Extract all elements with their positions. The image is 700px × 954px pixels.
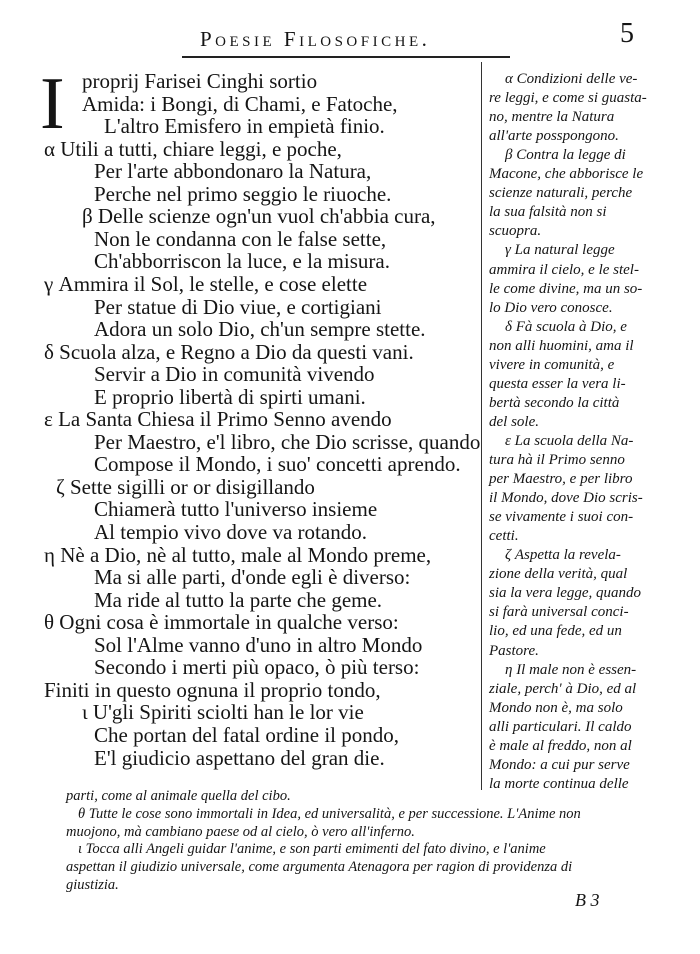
verse-line: Secondo i merti più opaco, ò più terso: [94,655,420,680]
header-rule [182,56,510,58]
margin-note-line: non alli huomini, ama il [489,337,634,354]
margin-note-line: cetti. [489,528,519,545]
margin-note-line: bertà secondo la città [489,394,620,411]
margin-note-line: si farà universal conci- [489,604,629,621]
verse-line: Per l'arte abbondonaro la Natura, [94,159,372,184]
verse-line: Finiti in questo ognuna il proprio tondo, [44,677,381,702]
verse-line: γ Ammira il Sol, le stelle, e cose elette [44,271,368,296]
margin-note-line: α Condizioni delle ve- [505,71,638,87]
verse-line: E'l giudicio aspettano del gran die. [94,745,385,770]
verse-line: β Delle scienze ogn'un vuol ch'abbia cura, [82,204,436,229]
footnote-line: muojono, mà cambiano paese od al cielo, ò vero all'inferno. [66,823,415,840]
margin-note-line: γ La natural legge [505,242,615,259]
verse-line: Che portan del fatal ordine il pondo, [94,722,400,747]
footnote-line: giustizia. [66,877,119,893]
verse-line: ε La Santa Chiesa il Primo Senno avendo [44,407,392,432]
margin-note-line: all'arte posspongono. [489,128,619,145]
running-head-title: Poesie Filosofiche. [200,27,431,51]
margin-note-line: se vivamente i suoi con- [489,509,634,526]
verse-line: ι U'gli Spiriti sciolti han le lor vie [82,700,364,725]
verse-line: Chiamerà tutto l'universo insieme [94,497,378,522]
margin-note-line: no, mentre la Natura [489,109,615,126]
verse-line: Perche nel primo seggio le riuoche. [94,181,392,206]
verse-line: ζ Sette sigilli or or disigillando [56,474,315,499]
footnote-line: ι Tocca alli Angeli guidar l'anime, e son parti emimenti del fato divino, e l'anime [78,841,546,858]
verse-line: Ma si alle parti, d'onde egli è diverso: [94,565,411,590]
signature-mark: B 3 [575,890,600,910]
verse-line: Compose il Mondo, i suo' concetti aprendo. [94,452,461,477]
margin-note-line: η Il male non è essen- [505,661,637,678]
verse-line: Ch'abborriscon la luce, e la misura. [94,249,390,274]
verse-line: Al tempio vivo dove va rotando. [94,520,367,544]
margin-note-line: ζ Aspetta la revela- [505,547,621,564]
verse-line: Non le condanna con le false sette, [94,226,387,251]
footnote-line: θ Tutte le cose sono immortali in Idea, ed universalità, e per successione. L'Anime non [78,805,581,822]
footnote-line: aspettan il giudizio universale, come argumenta Atenagora per ragion di providenza di [66,859,573,876]
margin-note-line: ammira il cielo, e le stel- [489,261,639,278]
verse-line: Adora un solo Dio, ch'un sempre stette. [94,317,426,342]
margin-note-line: del sole. [489,413,539,430]
margin-note-line: scienze naturali, perche [489,185,633,202]
verse-line: proprij Farisei Cinghi sortio [82,69,318,93]
margin-note-line: la morte continua delle [489,775,629,792]
margin-note-line: β Contra la legge di [505,147,626,164]
verse-line: L'altro Emisfero in empietà finio. [104,114,385,139]
margin-note-line: Macone, che abborisce le [489,166,644,183]
verse-line: Ma ride al tutto la parte che geme. [94,587,383,612]
drop-capital: I [40,63,65,145]
margin-note-line: il Mondo, dove Dio scris- [489,490,643,507]
margin-note-line: scuopra. [489,223,542,240]
verse-line: α Utili a tutti, chiare leggi, e poche, [44,136,342,161]
margin-note-line: le come divine, ma un so- [489,280,643,297]
margin-note-line: zione della verità, qual [489,566,628,583]
margin-note-line: questa esser la vera li- [489,375,626,392]
margin-note-line: per Maestro, e per libro [489,471,633,488]
verse-line: Amida: i Bongi, di Chami, e Fatoche, [82,91,398,116]
verse-line: E proprio libertà di spirti umani. [94,384,366,409]
column-divider [481,62,482,790]
margin-note-line: lio, ed una fede, ed un [489,623,622,640]
margin-note-line: Mondo: a cui pur serve [489,756,630,773]
verse-line: θ Ogni cosa è immortale in qualche verso: [44,610,399,635]
margin-note-line: tura hà il Primo senno [489,452,625,468]
margin-note-line: ziale, perch' à Dio, ed al [489,680,637,697]
margin-note-line: sia la vera legge, quando [489,585,642,602]
margin-note-line: la sua falsità non si [489,204,607,221]
verse-line: Sol l'Alme vanno d'uno in altro Mondo [94,632,423,657]
margin-note-line: è male al freddo, non al [489,737,632,754]
verse-line: Per Maestro, e'l libro, che Dio scrisse, quando [94,429,481,454]
margin-note-line: re leggi, e come si guasta- [489,90,647,107]
page-number: 5 [620,18,634,49]
margin-note-line: Pastore. [489,642,539,659]
margin-note-line: δ Fà scuola à Dio, e [505,318,627,335]
verse-line: Per statue di Dio viue, e cortigiani [94,294,382,319]
margin-note-line: lo Dio vero conosce. [489,299,613,316]
verse-line: Servir a Dio in comunità vivendo [94,362,375,387]
verse-line: η Nè a Dio, nè al tutto, male al Mondo preme, [44,542,432,567]
margin-note-line: ε La scuola della Na- [505,432,634,449]
footnote-line: parti, come al animale quella del cibo. [66,788,291,804]
verse-line: δ Scuola alza, e Regno a Dio da questi vani. [44,339,414,364]
margin-note-line: Mondo non è, ma solo [489,699,623,716]
margin-note-line: alli particulari. Il caldo [489,718,632,735]
margin-note-line: vivere in comunità, e [489,356,615,373]
